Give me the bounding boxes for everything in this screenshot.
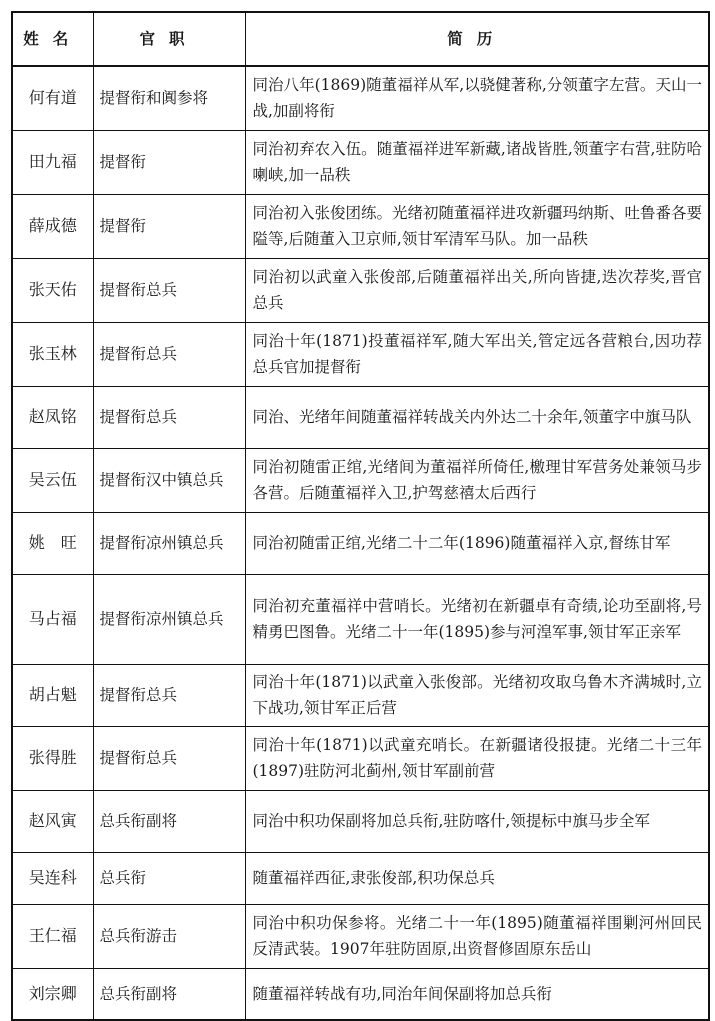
officer-rank: 总兵衔副将	[93, 968, 245, 1020]
officer-name: 马占福	[12, 574, 93, 664]
table-row	[12, 258, 709, 322]
officer-name: 吴连科	[12, 852, 93, 904]
officer-bio: 同治初以武童入张俊部,后随董福祥出关,所向皆捷,迭次荐奖,晋官总兵	[245, 258, 709, 322]
table-row	[12, 904, 709, 968]
officer-bio: 同治中积功保参将。光绪二十一年(1895)随董福祥围剿河州回民反清武装。1907年驻防固原,出资督修固原东岳山	[245, 904, 709, 968]
table-row	[12, 322, 709, 386]
table-row	[12, 664, 709, 726]
officer-rank: 提督衔	[93, 194, 245, 258]
header-rank: 官职	[93, 12, 245, 66]
officer-roster-table	[11, 11, 710, 1021]
officer-rank: 提督衔总兵	[93, 386, 245, 448]
officer-rank: 提督衔凉州镇总兵	[93, 574, 245, 664]
officer-bio: 随董福祥转战有功,同治年间保副将加总兵衔	[245, 968, 709, 1020]
table-row	[12, 512, 709, 574]
officer-name: 吴云伍	[12, 448, 93, 512]
roster-table-frame	[11, 11, 708, 1003]
officer-name: 赵风寅	[12, 790, 93, 852]
officer-rank: 提督衔总兵	[93, 322, 245, 386]
officer-bio: 随董福祥西征,隶张俊部,积功保总兵	[245, 852, 709, 904]
officer-rank: 总兵衔副将	[93, 790, 245, 852]
table-row	[12, 726, 709, 790]
table-row	[12, 448, 709, 512]
officer-name: 张得胜	[12, 726, 93, 790]
officer-bio: 同治八年(1869)随董福祥从军,以骁健著称,分领董字左营。天山一战,加副将衔	[245, 66, 709, 130]
table-body	[12, 66, 709, 1020]
officer-bio: 同治中积功保副将加总兵衔,驻防喀什,领提标中旗马步全军	[245, 790, 709, 852]
table-row	[12, 130, 709, 194]
officer-bio: 同治初随雷正绾,光绪二十二年(1896)随董福祥入京,督练甘军	[245, 512, 709, 574]
table-row	[12, 194, 709, 258]
table-row	[12, 66, 709, 130]
header-row	[12, 12, 709, 66]
officer-name: 刘宗卿	[12, 968, 93, 1020]
officer-rank: 提督衔总兵	[93, 258, 245, 322]
officer-rank: 总兵衔	[93, 852, 245, 904]
officer-bio: 同治初入张俊团练。光绪初随董福祥进攻新疆玛纳斯、吐鲁番各要隘等,后随董入卫京师,领甘军清军马队。加一品秩	[245, 194, 709, 258]
table-row	[12, 574, 709, 664]
table-row	[12, 386, 709, 448]
officer-name: 张天佑	[12, 258, 93, 322]
officer-bio: 同治十年(1871)以武童入张俊部。光绪初攻取乌鲁木齐满城时,立下战功,领甘军正后营	[245, 664, 709, 726]
table-row	[12, 852, 709, 904]
officer-bio: 同治、光绪年间随董福祥转战关内外达二十余年,领董字中旗马队	[245, 386, 709, 448]
officer-rank: 提督衔凉州镇总兵	[93, 512, 245, 574]
table-row	[12, 968, 709, 1020]
table-row	[12, 790, 709, 852]
officer-name: 姚 旺	[12, 512, 93, 574]
officer-rank: 提督衔	[93, 130, 245, 194]
header-bio: 简历	[245, 12, 709, 66]
table-header	[12, 12, 709, 66]
officer-bio: 同治十年(1871)以武童充哨长。在新疆诸役报捷。光绪二十三年(1897)驻防河北蓟州,领甘军副前营	[245, 726, 709, 790]
officer-rank: 提督衔和阗参将	[93, 66, 245, 130]
officer-rank: 提督衔汉中镇总兵	[93, 448, 245, 512]
officer-rank: 总兵衔游击	[93, 904, 245, 968]
header-name: 姓名	[12, 12, 93, 66]
officer-name: 张玉林	[12, 322, 93, 386]
officer-name: 赵凤铭	[12, 386, 93, 448]
officer-bio: 同治初充董福祥中营哨长。光绪初在新疆卓有奇绩,论功至副将,号精勇巴图鲁。光绪二十一年(1895)参与河湟军事,领甘军正亲军	[245, 574, 709, 664]
officer-bio: 同治初随雷正绾,光绪间为董福祥所倚任,檄理甘军营务处兼领马步各营。后随董福祥入卫,护驾慈禧太后西行	[245, 448, 709, 512]
officer-name: 胡占魁	[12, 664, 93, 726]
officer-name: 王仁福	[12, 904, 93, 968]
officer-bio: 同治十年(1871)投董福祥军,随大军出关,管定远各营粮台,因功荐总兵官加提督衔	[245, 322, 709, 386]
officer-rank: 提督衔总兵	[93, 726, 245, 790]
officer-name: 何有道	[12, 66, 93, 130]
officer-bio: 同治初弃农入伍。随董福祥进军新藏,诸战皆胜,领董字右营,驻防哈喇峡,加一品秩	[245, 130, 709, 194]
officer-rank: 提督衔总兵	[93, 664, 245, 726]
officer-name: 薛成德	[12, 194, 93, 258]
officer-name: 田九福	[12, 130, 93, 194]
